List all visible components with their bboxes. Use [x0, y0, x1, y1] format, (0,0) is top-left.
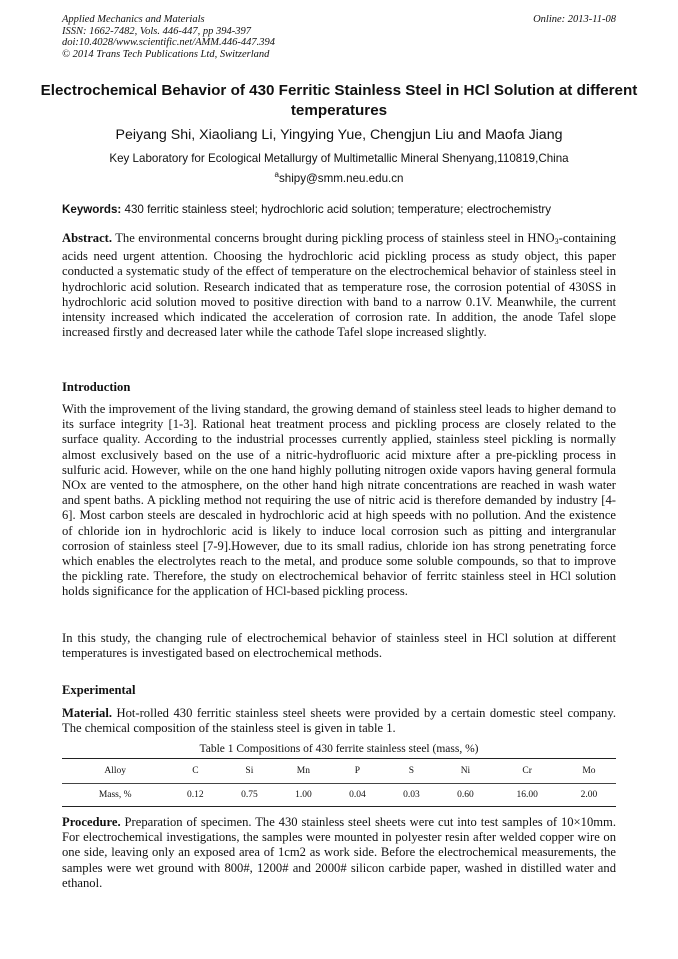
- table-cell: 1.00: [276, 784, 330, 807]
- keywords-line: [62, 203, 618, 216]
- procedure-label: Procedure.: [62, 815, 121, 829]
- introduction-paragraph-2: In this study, the changing rule of electrochemical behavior of stainless steel in HCl solution at different temperatures is investigated based on electrochemical methods.: [62, 631, 616, 661]
- table-cell: 0.03: [384, 784, 438, 807]
- table-header-cell: Mo: [562, 759, 616, 784]
- table-header-cell: S: [384, 759, 438, 784]
- keywords-text: 430 ferritic stainless steel; hydrochloric acid solution; temperature; electrochemistry: [124, 203, 552, 216]
- doi-line: doi:10.4028/www.scientific.net/AMM.446-447.394: [62, 37, 275, 48]
- email-marker: a: [274, 170, 279, 179]
- abstract-subscript: 3: [554, 237, 559, 246]
- abstract: [62, 231, 616, 340]
- table-caption: Table 1 Compositions of 430 ferrite stainless steel (mass, %): [199, 743, 479, 755]
- abstract-text-2: -containing acids need urgent attention. Choosing the hydrochloric acid pickling process as study object, this paper conducted a systematic study of the effect of temperature on the electrochemical behavior of stainless steel in hydrochloric acid solution. Research indicated that as temperature rose, the corrosion potential of 430SS in hydrochloric acid solution moved to positive direction with band to a narrow 0.1V. Meanwhile, the current intensity increased which indicated the acceleration of corrosion rate. In addition, the anode Tafel slope increased firstly and decreased later while the cathode Tafel slope increased slightly.: [62, 231, 616, 340]
- table-header-cell: Cr: [492, 759, 561, 784]
- table-cell: 16.00: [492, 784, 561, 807]
- introduction-paragraph-1: With the improvement of the living standard, the growing demand of stainless steel leads to higher demand to its surface integrity [1-3]. Rational heat treatment process and pickling process are closely related to the surface quality. According to the industrial processes currently applied, stainless steel pickling is normally almost exclusively based on the use of a nitric-hydrofluoric acid mixture after a pre-pickling process in sulfuric acid. However, while on the one hand highly polluting nitrogen oxide vapors having general formula NOx are vented to the atmosphere, on the other hand high nitrate concentrations are reached in wash water and spent baths. A pickling method not requiring the use of nitric acid is therefore demanded by industry [4-6]. Most carbon steels are descaled in hydrochloric acid at high speeds with no pollution. And the existence of chloride ion in hydrochloric acid is likely to induce local corrosion such as pitting and intergranular corrosion of stainless steel [7-9].However, due to its small radius, chloride ion has strong penetrating force which enables the electrolytes reach to the metal, and produce some soluble compounds, so that to improve the pickling rate. Therefore, the study on electrochemical behavior of ferritc stainless steel in HCl solution holds significance for the application of HCl-based pickling process.: [62, 402, 616, 599]
- online-date: Online: 2013-11-08: [533, 14, 616, 25]
- keywords-label: Keywords:: [62, 203, 122, 216]
- table-header-row: [62, 759, 616, 784]
- table-cell: 0.12: [168, 784, 222, 807]
- author-list: Peiyang Shi, Xiaoliang Li, Yingying Yue, Chengjun Liu and Maofa Jiang: [115, 127, 563, 143]
- table-header-cell: Alloy: [62, 759, 168, 784]
- table-cell: 2.00: [562, 784, 616, 807]
- table-header-cell: P: [330, 759, 384, 784]
- abstract-text-1: The environmental concerns brought during pickling process of stainless steel in HNO: [115, 231, 555, 245]
- table-header-cell: C: [168, 759, 222, 784]
- table-cell: 0.04: [330, 784, 384, 807]
- material-label: Material.: [62, 706, 112, 720]
- issn-line: ISSN: 1662-7482, Vols. 446-447, pp 394-397: [62, 25, 251, 37]
- introduction-heading: Introduction: [62, 380, 131, 394]
- material-paragraph: [62, 706, 616, 736]
- affiliation: Key Laboratory for Ecological Metallurgy of Multimetallic Mineral Shenyang,110819,China: [109, 152, 569, 165]
- table-header-cell: Ni: [438, 759, 492, 784]
- email-address: shipy@smm.neu.edu.cn: [278, 172, 404, 185]
- table-header-cell: Mn: [276, 759, 330, 784]
- material-text: Hot-rolled 430 ferritic stainless steel sheets were provided by a certain domestic steel company. The chemical composition of the stainless steel is given in table 1.: [62, 706, 616, 736]
- table-cell: 0.75: [222, 784, 276, 807]
- composition-table: [62, 758, 616, 807]
- procedure-text: Preparation of specimen. The 430 stainless steel sheets were cut into test samples of 10×10mm. For electrochemical investigations, the samples were mounted in polyester resin after welded copper wire on one side, leaving only an exposed area of 1cm2 as work side. Before the electrochemical measurements, the samples were wet ground with 800#, 1200# and 2000# silicon carbide paper, washed in distilled water and ethanol.: [62, 815, 616, 890]
- journal-header: [62, 14, 616, 60]
- experimental-heading: Experimental: [62, 683, 136, 697]
- table-cell: 0.60: [438, 784, 492, 807]
- procedure-paragraph: [62, 815, 616, 891]
- abstract-label: Abstract.: [62, 231, 113, 245]
- copyright-line: © 2014 Trans Tech Publications Ltd, Switzerland: [62, 48, 270, 60]
- paper-title: Electrochemical Behavior of 430 Ferritic Stainless Steel in HCl Solution at different temperatures: [40, 82, 638, 119]
- table-header-cell: Si: [222, 759, 276, 784]
- journal-name: Applied Mechanics and Materials: [62, 14, 205, 25]
- table-row: [62, 784, 616, 807]
- email-line: [40, 170, 638, 185]
- table-cell: Mass, %: [62, 784, 168, 807]
